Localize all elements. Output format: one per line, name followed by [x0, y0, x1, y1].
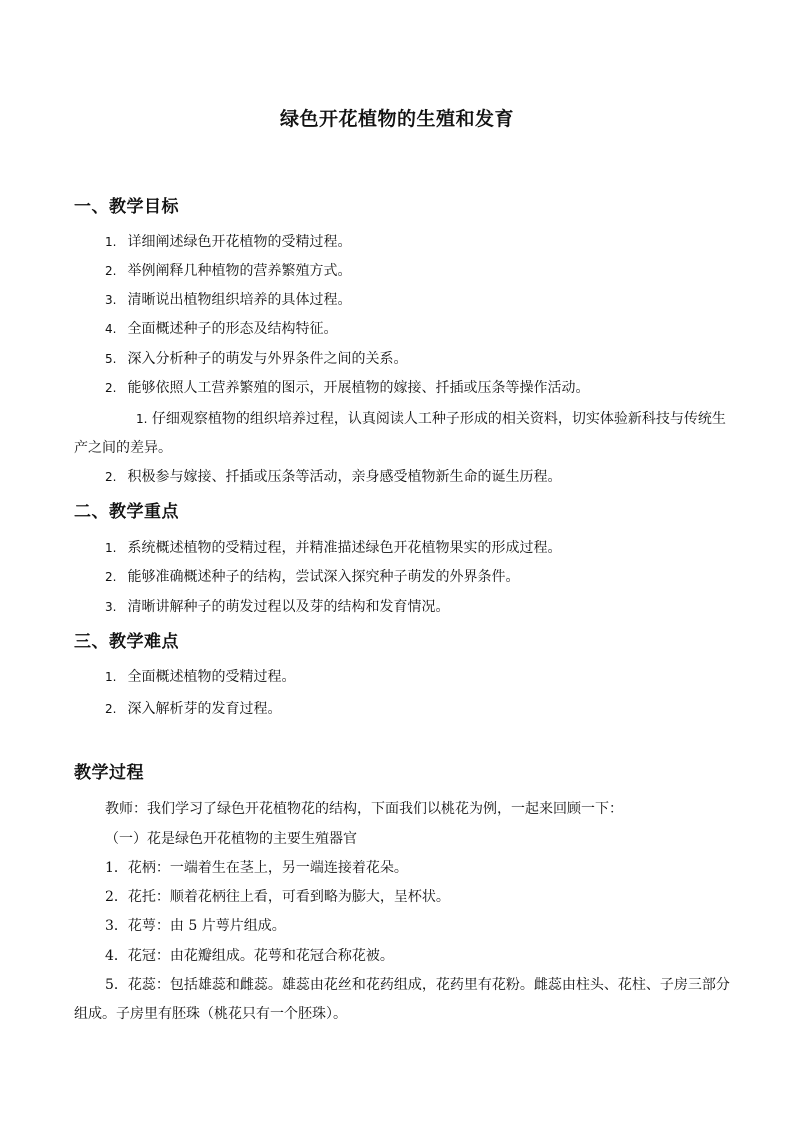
list-text: 全面概述植物的受精过程。 [127, 669, 296, 685]
list-item [105, 228, 351, 257]
page-title: 绿色开花植物的生殖和发育 [279, 108, 514, 130]
list-item [105, 695, 281, 724]
list-text: 能够准确概述种子的结构，尝试深入探究种子萌发的外界条件。 [127, 569, 520, 585]
list-item [105, 345, 407, 374]
paragraph-item: 1．花柄：一端着生在茎上，另一端连接着花朵。 [105, 860, 408, 876]
list-text: 深入解析芽的发育过程。 [127, 701, 282, 717]
list-text: 深入分析种子的萌发与外界条件之间的关系。 [127, 351, 408, 367]
list-text: 全面概述种子的形态及结构特征。 [127, 321, 338, 337]
list-item [105, 534, 561, 563]
list-text: 清晰讲解种子的萌发过程以及芽的结构和发育情况。 [127, 599, 450, 615]
list-item [105, 463, 561, 492]
list-number: 5. [105, 352, 117, 366]
list-item [105, 374, 589, 403]
list-text: 详细阐述绿色开花植物的受精过程。 [127, 234, 352, 250]
list-number: 2. [105, 470, 117, 484]
list-number: 1. [136, 412, 148, 426]
list-item [74, 405, 734, 463]
list-number: 2. [105, 264, 117, 278]
list-text: 系统概述植物的受精过程，并精准描述绿色开花植物果实的形成过程。 [127, 540, 562, 556]
list-text: 仔细观察植物的组织培养过程，认真阅读人工种子形成的相关资料，切实体验新科技与传统生产之间的差异。 [74, 411, 726, 456]
paragraph-item: 5．花蕊：包括雄蕊和雌蕊。雄蕊由花丝和花药组成，花药里有花粉。雌蕊由柱头、花柱、子房三部分组成。子房里有胚珠（桃花只有一个胚珠）。 [74, 977, 730, 1022]
list-number: 1. [105, 670, 117, 684]
section-heading-key-points: 二、教学重点 [74, 502, 179, 522]
list-number: 4. [105, 322, 117, 336]
paragraph-item: 3．花萼：由 5 片萼片组成。 [105, 918, 286, 934]
list-item [105, 257, 351, 286]
paragraph-item: 4．花冠：由花瓣组成。花萼和花冠合称花被。 [105, 948, 394, 964]
list-text: 能够依照人工营养繁殖的图示，开展植物的嫁接、扦插或压条等操作活动。 [127, 380, 590, 396]
list-number: 3. [105, 600, 117, 614]
list-number: 2. [105, 570, 117, 584]
section-heading-process: 教学过程 [74, 763, 144, 783]
list-number: 2. [105, 702, 117, 716]
paragraph-item: 2．花托：顺着花柄往上看，可看到略为膨大，呈杯状。 [105, 889, 450, 905]
list-number: 2. [105, 381, 117, 395]
list-text: 举例阐释几种植物的营养繁殖方式。 [127, 263, 352, 279]
list-item [105, 593, 449, 622]
paragraph-subheading: （一）花是绿色开花植物的主要生殖器官 [105, 831, 357, 847]
list-item [105, 315, 337, 344]
list-number: 1. [105, 541, 117, 555]
list-text: 积极参与嫁接、扦插或压条等活动，亲身感受植物新生命的诞生历程。 [127, 469, 562, 485]
list-number: 1. [105, 235, 117, 249]
list-number: 3. [105, 293, 117, 307]
list-item [105, 663, 295, 692]
section-heading-difficulties: 三、教学难点 [74, 632, 179, 652]
list-item [105, 563, 519, 592]
paragraph-intro: 教师：我们学习了绿色开花植物花的结构，下面我们以桃花为例，一起来回顾一下： [105, 801, 623, 817]
section-heading-objectives: 一、教学目标 [74, 197, 179, 217]
list-item [105, 286, 351, 315]
list-text: 清晰说出植物组织培养的具体过程。 [127, 292, 352, 308]
